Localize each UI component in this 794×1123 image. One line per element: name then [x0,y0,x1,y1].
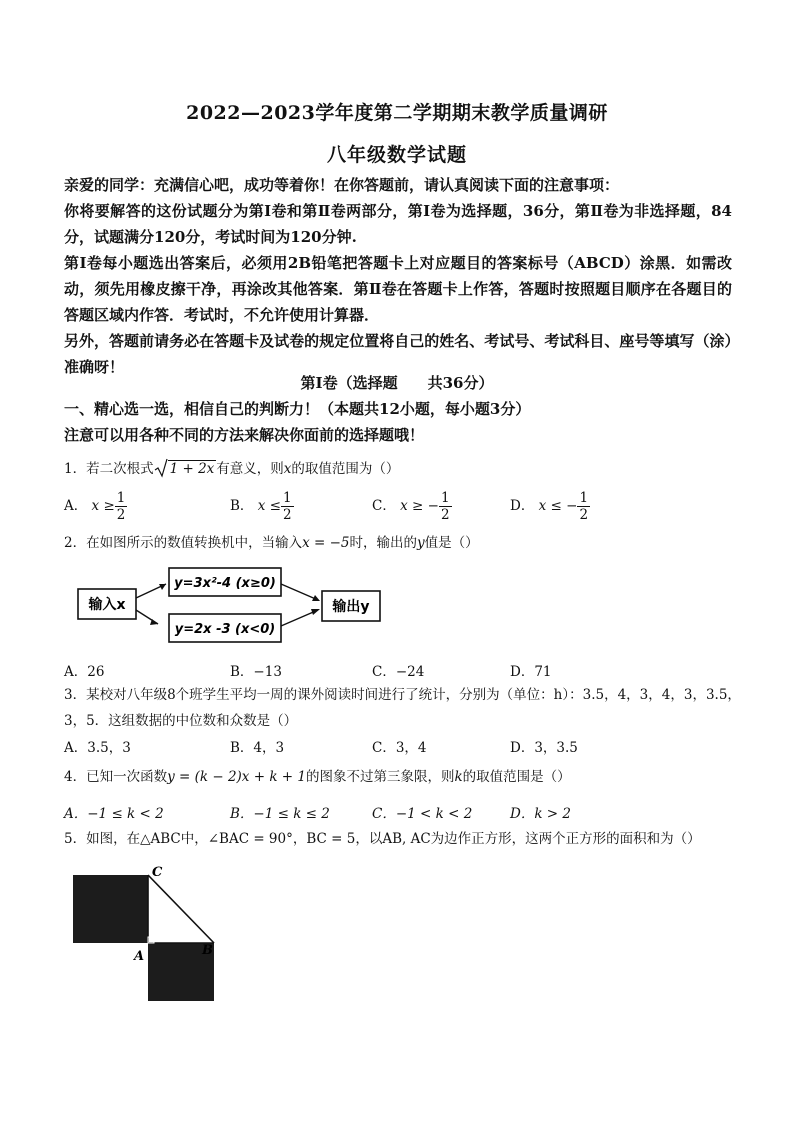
page-subtitle: 八年级数学试题 [326,144,467,166]
q2-option-b[interactable]: B．−13 [230,664,282,680]
vertex-label-b: B [202,943,213,958]
q4-text-before: 4．已知一次函数 [64,769,168,785]
q4-option-b[interactable]: B．−1 ≤ k ≤ 2 [230,806,330,822]
q4-options [64,802,744,826]
q1-option-d[interactable] [510,490,590,523]
q3-option-b[interactable]: B．4，3 [230,740,285,756]
q1-option-a[interactable] [64,490,127,523]
q2-text-middle: 时，输出的 [349,535,418,551]
frac-numerator: 1 [116,490,126,506]
option-sign: x ≤ [257,498,281,514]
squares-triangle-diagram [62,862,222,1008]
frac-denominator: 2 [579,507,589,523]
vertex-label-a: A [134,949,145,964]
frac-numerator: 1 [440,490,450,506]
q2-var: y [417,535,425,551]
option-letter: B． [230,498,254,514]
side-bc [148,875,214,943]
q1-text-after: 的取值范围为（） [291,461,400,477]
q4-formula: y = (k − 2)x + k + 1 [167,769,306,785]
frac-numerator: 1 [282,490,292,506]
page-title: 2022—2023学年度第二学期期末教学质量调研 [186,102,608,124]
section-title: 第Ⅰ卷（选择题 共36分） [300,374,494,392]
q4-var: k [454,769,463,785]
part-heading: 一、精心选一选，相信自己的判断力！（本题共12小题，每小题3分） [64,400,531,418]
q1-var: x [283,461,292,477]
q4-text-after: 的取值范围是（） [462,769,571,785]
intro-line: 另外，答题前请务必在答题卡及试卷的规定位置将自己的姓名、考试号、考试科目、座号等填写（涂）准确呀！ [64,332,732,376]
square-on-ac [73,875,148,943]
part-note: 注意可以用各种不同的方法来解决你面前的选择题哦！ [64,426,425,444]
frac-denominator: 2 [116,507,126,523]
intro-line: 第Ⅰ卷每小题选出答案后，必须用2B铅笔把答题卡上对应题目的答案标号（ABCD）涂黑．如需改动，须先用橡皮擦干净，再涂改其他答案．第Ⅱ卷在答题卡上作答，答题时按照题目顺序在各题目的答题区域内作答．考试时，不允许使用计算器． [64,254,732,324]
q1-option-c[interactable] [372,490,452,523]
question-5: 5．如图，在△ABC中，∠BAC = 90°，BC = 5，以AB, AC为边作正方形，这两个正方形的面积和为（） [64,831,701,847]
vertex-label-c: C [152,865,163,880]
q1-options [64,490,744,523]
q1-radicand: 1 + 2x [169,461,215,477]
question-1 [64,456,744,482]
q3-option-d[interactable]: D．3，3.5 [510,740,578,756]
frac-numerator: 1 [579,490,589,506]
intro-line: 亲爱的同学：充满信心吧，成功等着你！在你答题前，请认真阅读下面的注意事项： [64,176,620,194]
q2-condition: x = −5 [302,535,350,551]
input-label: 输入x [88,597,126,613]
q1-text-middle: 有意义，则 [216,461,284,477]
q4-option-d[interactable]: D．k > 2 [510,806,571,822]
q2-options [64,660,744,684]
arrow-head-icon [311,609,320,615]
intro-notice [64,172,732,380]
sqrt-icon [154,458,168,478]
q3-options [64,736,744,760]
arrow-line [281,584,318,600]
option-sign: x ≤ − [538,498,578,514]
frac-denominator: 2 [440,507,450,523]
question-2 [64,530,744,556]
q4-text-middle: 的图象不过第三象限，则 [305,769,455,785]
intro-line: 你将要解答的这份试题分为第Ⅰ卷和第Ⅱ卷两部分，第Ⅰ卷为选择题，36分，第Ⅱ卷为非选择题，84分，试题满分120分，考试时间为120分钟. [64,202,732,246]
q1-text-before: 1．若二次根式 [64,461,154,477]
option-letter: D． [510,498,535,514]
frac-denominator: 2 [282,507,292,523]
q4-option-c[interactable]: C．−1 < k < 2 [372,806,473,822]
question-3: 3．某校对八年级8个班学生平均一周的课外阅读时间进行了统计，分别为（单位：h）：3.5，4，3，4，3，3.5，3，5．这组数据的中位数和众数是（） [64,687,741,729]
q2-option-a[interactable]: A．26 [64,664,105,680]
bottom-formula: y=2x -3 (x<0) [174,622,276,637]
conversion-machine-diagram [70,562,400,652]
q3-option-a[interactable]: A．3.5，3 [64,740,131,756]
top-formula: y=3x²-4 (x≥0) [174,576,276,591]
q1-option-b[interactable] [230,490,294,523]
q2-option-d[interactable]: D．71 [510,664,552,680]
q2-option-c[interactable]: C．−24 [372,664,425,680]
option-letter: A． [64,498,88,514]
q4-option-a[interactable]: A．−1 ≤ k < 2 [64,806,164,822]
option-sign: x ≥ [91,498,115,514]
question-4 [64,764,744,790]
q3-option-c[interactable]: C．3，4 [372,740,427,756]
right-angle-icon [148,937,154,943]
output-label: 输出y [332,599,370,615]
q2-text-before: 2．在如图所示的数值转换机中，当输入 [64,535,303,551]
q2-text-after: 值是（） [424,535,479,551]
option-sign: x ≥ − [400,498,439,514]
option-letter: C． [372,498,396,514]
